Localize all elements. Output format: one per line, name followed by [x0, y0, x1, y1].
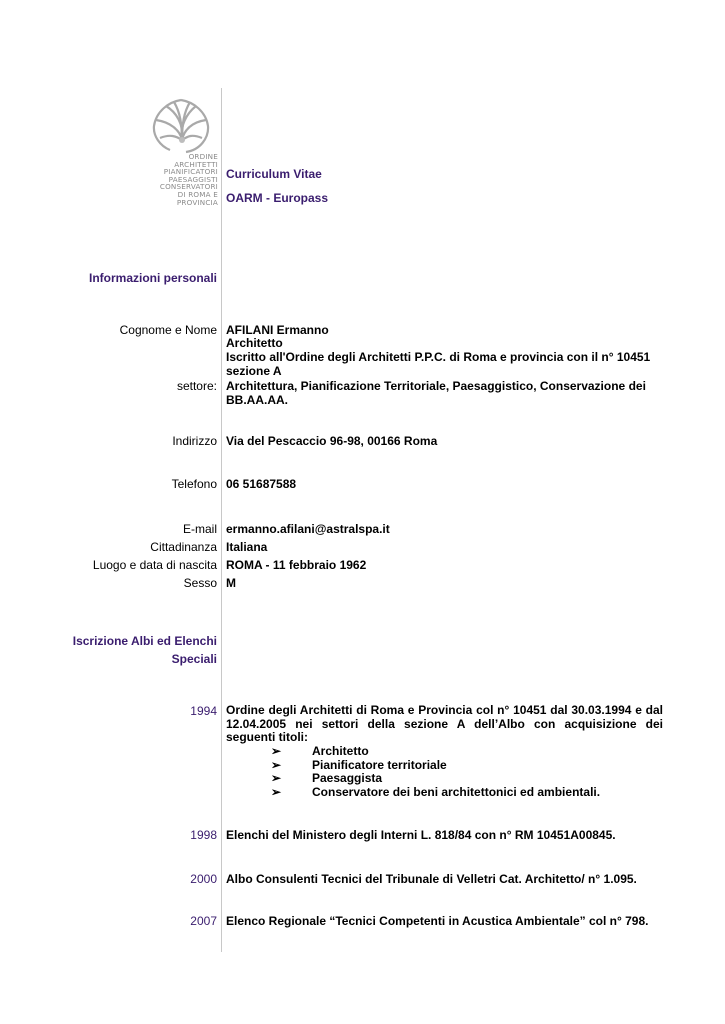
title-value: Architetto: [226, 336, 283, 350]
bullet-text: Architetto: [312, 744, 369, 758]
address-label: Indirizzo: [172, 434, 217, 448]
order-logo: [140, 96, 222, 208]
settore-label: settore:: [176, 379, 217, 393]
email-value: ermanno.afilani@astralspa.it: [226, 522, 390, 536]
settore-value: Architettura, Pianificazione Territoriale, Paesaggistico, Conservazione dei: [226, 379, 646, 393]
logo-line: ARCHITETTI: [174, 159, 218, 169]
entry-text-2000: Albo Consulenti Tecnici del Tribunale di Velletri Cat. Architetto/ n° 1.095.: [226, 872, 637, 886]
birth-value: ROMA - 11 febbraio 1962: [226, 558, 367, 572]
logo-line: DI ROMA E: [177, 189, 218, 199]
cv-subtitle: OARM - Europass: [226, 191, 329, 205]
arrow-bullet-icon: ➢: [271, 784, 282, 799]
titles-list: [226, 745, 663, 799]
phone-value: 06 51687588: [226, 477, 297, 491]
arrow-bullet-icon: ➢: [271, 757, 282, 772]
cv-title: Curriculum Vitae: [226, 167, 322, 181]
year-1998: 1998: [190, 828, 217, 842]
year-2000: 2000: [190, 872, 217, 886]
entry-text-1994: Ordine degli Architetti di Roma e Provincia col n° 10451 dal 30.03.1994 e dal 12.04.2005 nei settori della sezione A dell’Albo con acquisizione dei seguenti titoli:: [226, 703, 663, 744]
bullet-text: Pianificatore territoriale: [312, 757, 447, 772]
address-value: Via del Pescaccio 96-98, 00166 Roma: [226, 434, 438, 448]
year-2007: 2007: [190, 914, 217, 928]
section-value: sezione A: [226, 364, 282, 378]
entry-text-1998: Elenchi del Ministero degli Interni L. 818/84 con n° RM 10451A00845.: [226, 828, 616, 842]
sex-value: M: [226, 576, 236, 590]
logo-line: CONSERVATORI: [159, 182, 218, 192]
name-label: Cognome e Nome: [119, 323, 217, 337]
entry-text-2007: Elenco Regionale “Tecnici Competenti in Acustica Ambientale” col n° 798.: [226, 914, 649, 928]
birth-label: Luogo e data di nascita: [92, 558, 217, 572]
logo-line: ORDINE: [188, 152, 218, 161]
citizenship-label: Cittadinanza: [150, 540, 217, 554]
logo-line: PIANIFICATORI: [163, 167, 218, 177]
list-item: [226, 786, 663, 800]
bullet-text: Conservatore dei beni architettonici ed ambientali.: [312, 784, 601, 799]
bullet-text: Paesaggista: [312, 771, 383, 785]
logo-line: PROVINCIA: [176, 197, 218, 207]
phone-label: Telefono: [171, 477, 217, 491]
email-label: E-mail: [182, 522, 217, 536]
citizenship-value: Italiana: [226, 540, 268, 554]
section-registrations-cont: Speciali: [171, 652, 217, 666]
logo-text: [138, 153, 218, 206]
list-item: [226, 772, 663, 786]
list-item: [226, 759, 663, 773]
sex-label: Sesso: [183, 576, 217, 590]
column-divider: [221, 88, 222, 952]
registration-value: Iscritto all'Ordine degli Architetti P.P.C. di Roma e provincia con il n° 10451: [226, 350, 651, 364]
section-registrations: Iscrizione Albi ed Elenchi: [72, 634, 217, 648]
name-value: AFILANI Ermanno: [226, 323, 329, 337]
list-item: [226, 745, 663, 759]
rosette-logo-icon: [146, 96, 216, 156]
year-1994: 1994: [190, 704, 217, 718]
section-personal-info: Informazioni personali: [88, 271, 217, 285]
arrow-bullet-icon: ➢: [271, 744, 282, 758]
settore-value-cont: BB.AA.AA.: [226, 393, 288, 407]
arrow-bullet-icon: ➢: [271, 771, 282, 785]
logo-line: PAESAGGISTI: [168, 174, 218, 184]
